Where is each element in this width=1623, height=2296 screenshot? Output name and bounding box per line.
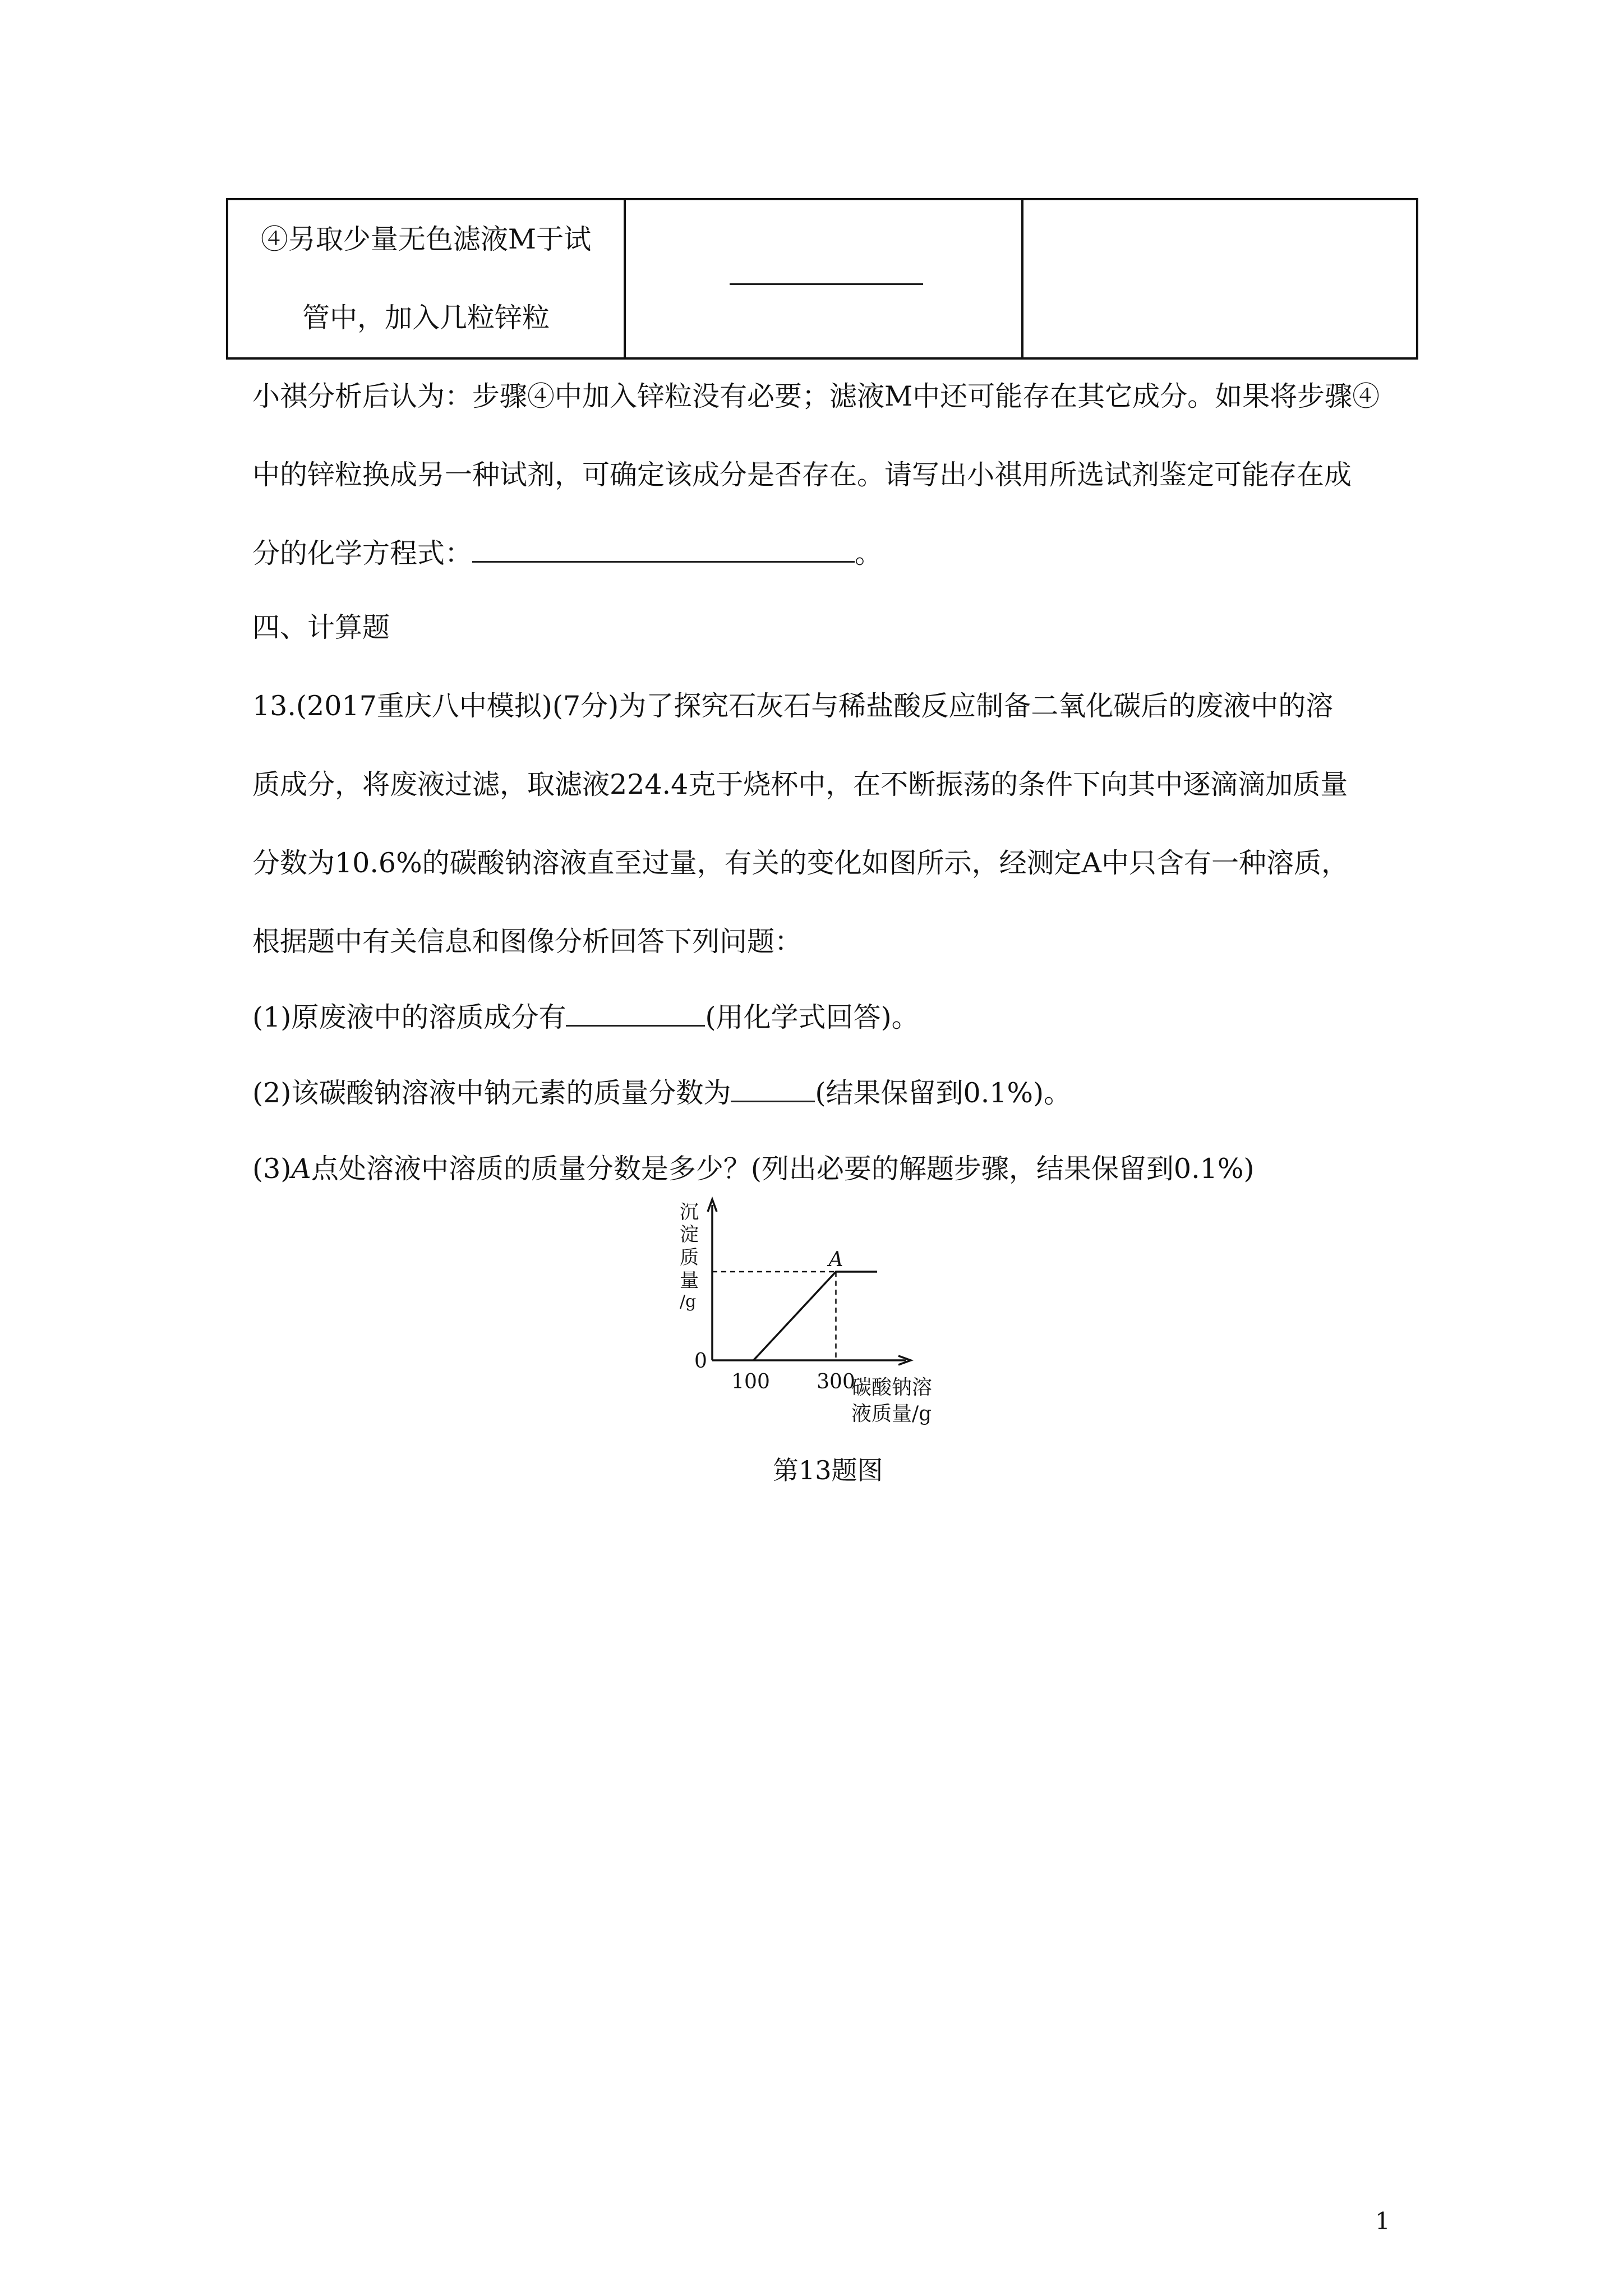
ylabel-char-3: 质 — [680, 1246, 699, 1269]
question13-line2: 质成分，将废液过滤，取滤液224.4克于烧杯中，在不断振荡的条件下向其中逐滴滴加质量 — [252, 769, 1348, 800]
figure-caption: 第13题图 — [773, 1455, 883, 1485]
sub3-point: A — [291, 1153, 311, 1185]
x-axis-label-line1: 碳酸钠溶 — [851, 1376, 933, 1399]
question13-line4: 根据题中有关信息和图像分析回答下列问题： — [252, 926, 803, 958]
sub3-label: (3) — [252, 1153, 292, 1185]
answer-blank[interactable] — [730, 283, 923, 285]
ylabel-unit: /g — [680, 1292, 697, 1312]
ylabel-char-4: 量 — [680, 1269, 699, 1292]
ylabel-char-1: 沉 — [680, 1201, 699, 1223]
page-number: 1 — [1375, 2207, 1390, 2235]
ylabel-char-2: 淀 — [680, 1223, 699, 1246]
paragraph-line3-start: 分的化学方程式： — [252, 537, 473, 569]
step4-line2: 管中，加入几粒锌粒 — [302, 302, 550, 334]
sub1-blank[interactable] — [566, 1000, 705, 1027]
y-axis-label — [680, 1201, 699, 1312]
question13-sub1 — [252, 996, 919, 1035]
step4-line1: ④另取少量无色滤液M于试 — [260, 223, 592, 255]
section-title: 四、计算题 — [252, 611, 390, 643]
paragraph-line3-end: 。 — [855, 537, 883, 569]
precipitation-line — [754, 1272, 878, 1360]
precipitation-chart — [667, 1189, 959, 1436]
question13-line1: 13.(2017重庆八中模拟)(7分)为了探究石灰石与稀盐酸反应制备二氧化碳后的废液中的溶 — [252, 690, 1334, 722]
x-axis-label-line2: 液质量/g — [851, 1402, 932, 1425]
point-a-label: A — [828, 1248, 843, 1271]
x-tick-label-300: 300 — [817, 1370, 855, 1393]
table-row — [227, 199, 1417, 358]
sub2-end: (结果保留到0.1%)。 — [815, 1077, 1072, 1109]
paragraph-line1: 小祺分析后认为：步骤④中加入锌粒没有必要；滤液M中还可能存在其它成分。如果将步骤④ — [252, 380, 1380, 412]
sub1-end: (用化学式回答)。 — [705, 1001, 919, 1033]
equation-blank[interactable] — [472, 536, 855, 563]
sub2-start: (2)该碳酸钠溶液中钠元素的质量分数为 — [252, 1077, 731, 1109]
sub1-start: (1)原废液中的溶质成分有 — [252, 1001, 566, 1033]
paragraph-line2: 中的锌粒换成另一种试剂，可确定该成分是否存在。请写出小祺用所选试剂鉴定可能存在成 — [252, 459, 1352, 491]
paragraph-line3 — [252, 532, 882, 571]
table-cell-step — [227, 199, 625, 358]
origin-label: 0 — [694, 1350, 707, 1373]
sub2-blank[interactable] — [731, 1076, 815, 1102]
question13-sub2 — [252, 1071, 1071, 1111]
experiment-table — [226, 198, 1418, 360]
table-cell-phenomenon — [625, 199, 1022, 358]
x-tick-label-100: 100 — [731, 1370, 770, 1393]
question13-line3: 分数为10.6%的碳酸钠溶液直至过量，有关的变化如图所示，经测定A中只含有一种溶质， — [252, 847, 1349, 879]
sub3-text: 点处溶液中溶质的质量分数是多少？(列出必要的解题步骤，结果保留到0.1%) — [311, 1153, 1255, 1185]
table-cell-conclusion — [1022, 199, 1417, 358]
question13-sub3 — [252, 1147, 1255, 1186]
